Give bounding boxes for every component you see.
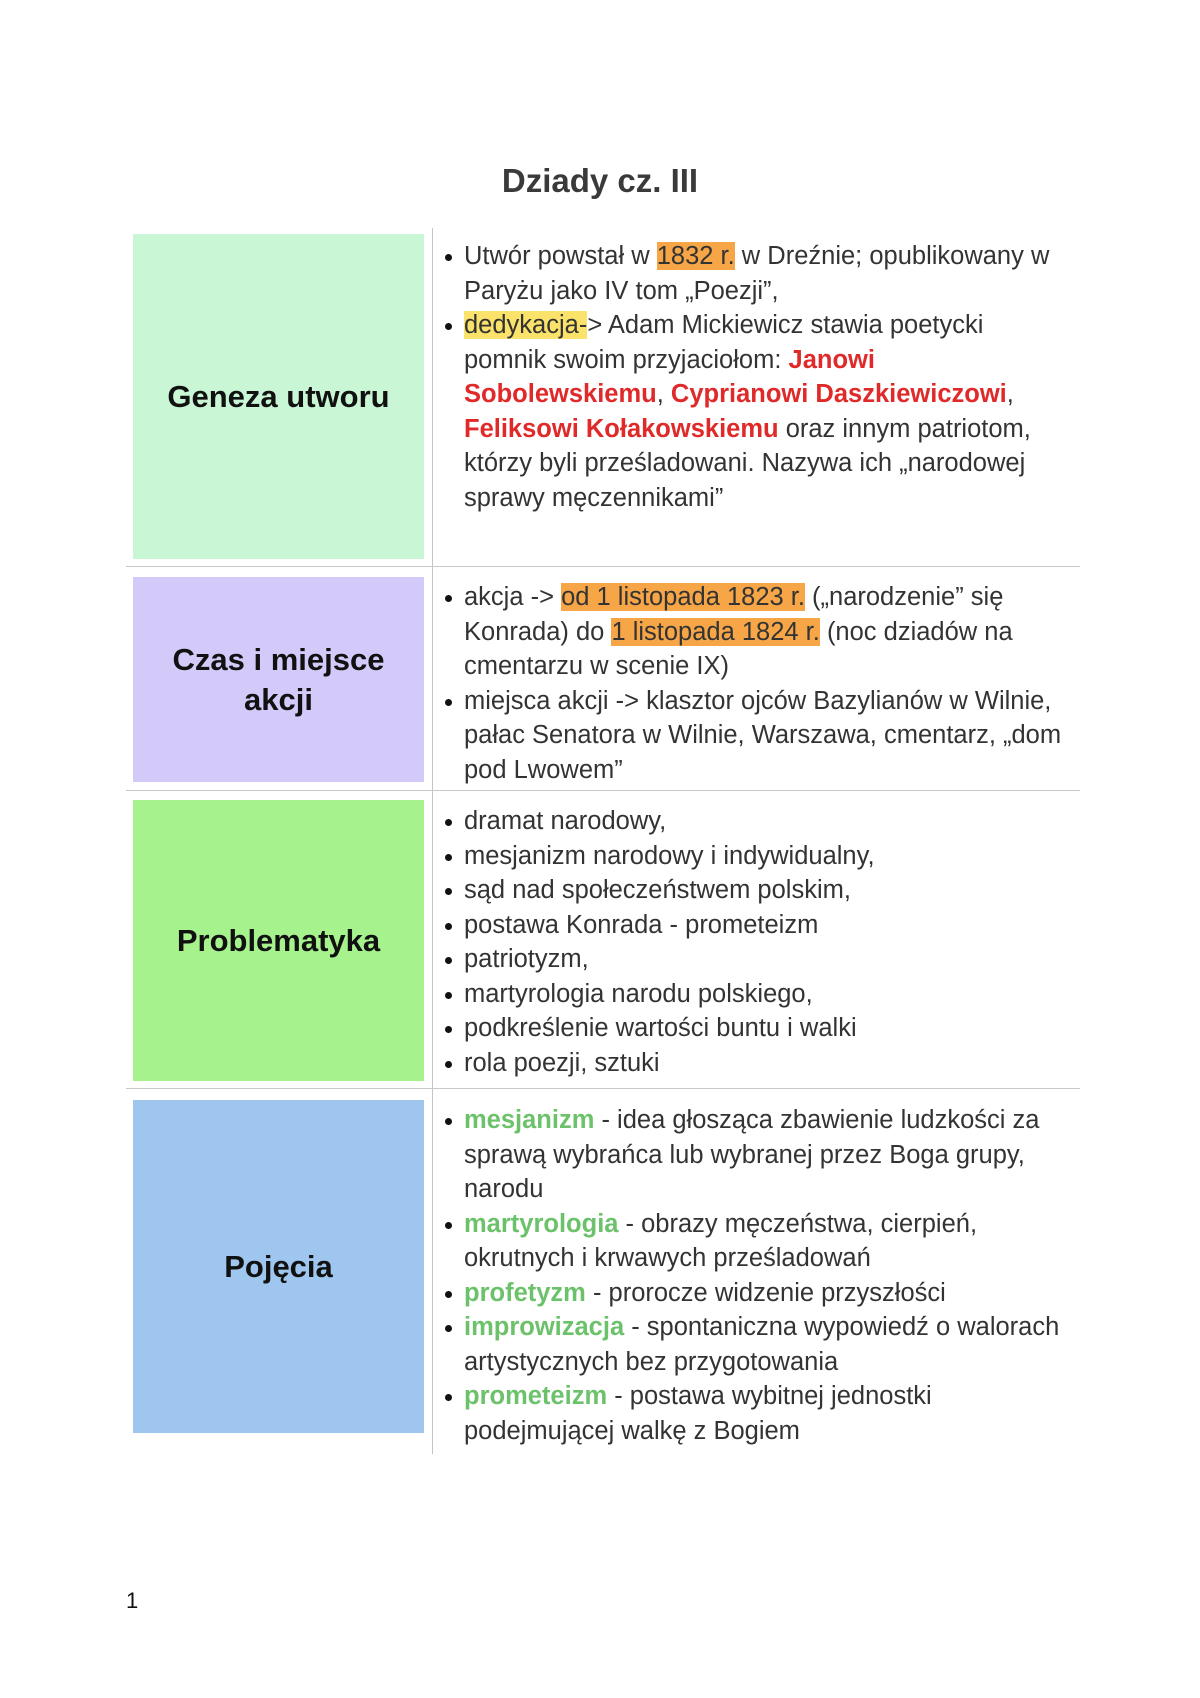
row-divider [126, 566, 1080, 567]
page-number: 1 [126, 1588, 139, 1613]
list-item: profetyzm - prorocze widzenie przyszłości [442, 1276, 1072, 1311]
label-problematyka: Problematyka [133, 800, 424, 1081]
pojecia-content [442, 1103, 1072, 1448]
problematyka-content [442, 804, 1072, 1080]
highlighted-date: 1 listopada 1824 r. [611, 617, 820, 646]
list-item: postawa Konrada - prometeizm [442, 908, 1072, 943]
list-item: mesjanizm narodowy i indywidualny, [442, 839, 1072, 874]
list-item: martyrologia - obrazy męczeństwa, cierpień, okrutnych i krwawych prześladowań [442, 1207, 1072, 1276]
dedication-name: Cyprianowi Daszkiewiczowi [670, 380, 1007, 408]
term: improwizacja [464, 1313, 625, 1341]
row-divider [126, 1088, 1080, 1089]
list-item: dedykacja-> Adam Mickiewicz stawia poetycki pomnik swoim przyjaciołom: Janowi Sobolewskiemu, Cyprianowi Daszkiewiczowi, Feliksowi Kołakowskiemu oraz innym patriotom, którzy byli prześladowani. Nazywa ich „narodowej sprawy męczennikami” [442, 308, 1072, 515]
dedication-name: Feliksowi Kołakowskiemu [464, 414, 779, 443]
list-item: prometeizm - postawa wybitnej jednostki podejmującej walkę z Bogiem [442, 1379, 1072, 1448]
list-item: sąd nad społeczeństwem polskim, [442, 873, 1072, 908]
row-divider [126, 790, 1080, 791]
list-item: improwizacja - spontaniczna wypowiedź o walorach artystycznych bez przygotowania [442, 1310, 1072, 1379]
list-item: patriotyzm, [442, 942, 1072, 977]
czas-content [442, 580, 1072, 787]
label-geneza-utworu: Geneza utworu [133, 234, 424, 559]
page-title: Dziady cz. III [501, 162, 699, 199]
term: mesjanizm [464, 1106, 595, 1134]
column-divider [432, 228, 433, 1454]
term: martyrologia [464, 1209, 619, 1238]
label-czas-i-miejsce-akcji: Czas i miejsce akcji [133, 577, 424, 782]
dedication-name: Janowi Sobolewskiemu [464, 345, 875, 408]
term: prometeizm [464, 1382, 608, 1410]
highlighted-date: 1832 r. [656, 242, 735, 270]
list-item: Utwór powstał w 1832 r. w Dreźnie; opublikowany w Paryżu jako IV tom „Poezji”, [442, 239, 1072, 308]
term: profetyzm [464, 1278, 586, 1307]
list-item: martyrologia narodu polskiego, [442, 977, 1072, 1012]
list-item: podkreślenie wartości buntu i walki [442, 1011, 1072, 1046]
highlighted-term: dedykacja- [464, 311, 588, 339]
geneza-content [442, 239, 1072, 515]
list-item: rola poezji, sztuki [442, 1046, 1072, 1081]
list-item: akcja -> od 1 listopada 1823 r. („narodzenie” się Konrada) do 1 listopada 1824 r. (noc dziadów na cmentarzu w scenie IX) [442, 580, 1072, 684]
highlighted-date: od 1 listopada 1823 r. [561, 583, 805, 611]
list-item: dramat narodowy, [442, 804, 1072, 839]
list-item: miejsca akcji -> klasztor ojców Bazylianów w Wilnie, pałac Senatora w Wilnie, Warszawa, cmentarz, „dom pod Lwowem” [442, 684, 1072, 788]
label-pojecia: Pojęcia [133, 1100, 424, 1433]
list-item: mesjanizm - idea głosząca zbawienie ludzkości za sprawą wybrańca lub wybranej przez Boga grupy, narodu [442, 1103, 1072, 1207]
